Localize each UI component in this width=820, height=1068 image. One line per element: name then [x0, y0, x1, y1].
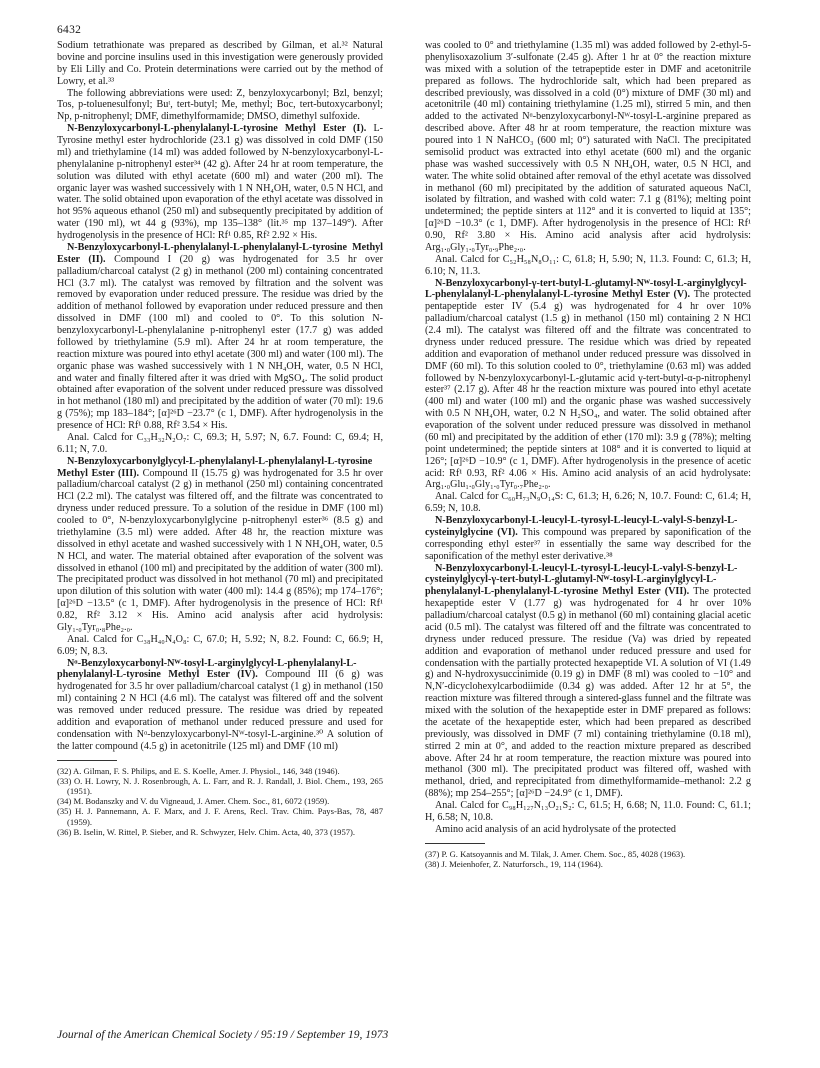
footnote: (34) M. Bodanszky and V. du Vigneaud, J. Amer. Chem. Soc., 81, 6072 (1959).: [57, 796, 330, 807]
paragraph: [425, 40, 751, 254]
footnote: (37) P. G. Katsoyannis and M. Tilak, J. Amer. Chem. Soc., 85, 4028 (1963).: [425, 848, 686, 859]
paragraph-text: Amino acid analysis of an acid hydrolysate of the protected: [435, 823, 676, 835]
paragraph-text: The protected pentapeptide ester IV (5.4 g) was hydrogenated for 4 hr over 10% palladium/charcoal catalyst (1.5 g) in methanol (150 ml) containing 2 N HCl (2.4 ml). The catalyst was filtered off and the filtrate was concentrated to dryness under reduced pressure. The residue which was dried by repeated addition and evaporation of methanol under reduced pressure was dissolved in DMF (60 ml). To this solution cooled to 0°, triethylamine (0.63 ml) was added followed by N-benzyloxycarbonyl-L-glutamic acid γ-tert-butyl-α-p-nitrophenyl ester³⁷ (2.17 g). After 48 hr the reaction mixture was poured into ethyl acetate (400 ml) and water (100 ml) and the organic phase was washed successively with 0.5 N NH₄OH, water, 0.2 N H₂SO₄, and water. The solid obtained after evaporation of the solvent under reduced pressure was dissolved in methanol (60 ml) and precipitated by the addition of ether (170 ml): 3.9 g (78%); melting point undetermined; the peptide sinters at 108° and it is converted to liquid at 126°; [α]²⁶D −10.9° (c 1, DMF). After hydrogenolysis in the presence of acetic acid: Rf¹ 0.93, Rf² 4.06 × His. Amino acid analysis of an acid hydrolysate: Arg₁.₀Glu₁.₀Gly₁.₀Tyr₀.₇Phe₂.₀.: [425, 289, 751, 491]
paragraph: [425, 278, 751, 492]
footnote: (38) J. Meienhofer, Z. Naturforsch., 19, 114 (1964).: [425, 858, 603, 869]
section-heading: N-Benzyloxycarbonyl-L-phenylalanyl-L-phenylalanyl-L-tyrosine Methyl Ester (II).: [57, 241, 383, 265]
paragraph: [57, 242, 383, 432]
footnote-divider: [425, 843, 485, 844]
paragraph-text: Compound III (6 g) was hydrogenated for 3.5 hr over palladium/charcoal catalyst (1 g) in methanol (150 ml) containing 2 N HCl (4.6 ml). The catalyst was filtered off and the solvent was removed under reduced pressure. The residue was dried by repeated addition and evaporation of methanol under reduced pressure and used for condensation with Nᵅ-benzyloxycarbonyl-Nᵂ-tosyl-L-arginine.³⁰ A solution of the latter compound (4.5 g) in acetonitrile (125 ml) and DMF (10 ml): [57, 669, 384, 752]
paragraph-text: Anal. Calcd for C₃₃H₃₂N₂O₇: C, 69.3; H, 5.97; N, 6.7. Found: C, 69.4; H, 6.11; N, 7.0.: [57, 431, 383, 455]
footnote: (32) A. Gilman, F. S. Philips, and E. S. Koelle, Amer. J. Physiol., 146, 348 (1946).: [57, 765, 340, 776]
right-column-body: [425, 40, 751, 836]
section-heading: Nᵅ-Benzyloxycarbonyl-Nᵂ-tosyl-L-arginylglycyl-L-phenylalanyl-L-phenylalanyl-L-tyrosine Methyl Ester (IV).: [57, 657, 357, 681]
paragraph-text: This compound was prepared by saponification of the corresponding ethyl ester³⁷ in essentially the same way described for the saponification of the methyl ester derivative.³⁸: [425, 526, 751, 562]
footnote-divider: [57, 760, 117, 761]
paragraph-text: Anal. Calcd for C₅₂H₅₈N₈O₁₁: C, 61.8; H, 5.90; N, 11.3. Found: C, 61.3; H, 6.10; N, 11.3.: [425, 253, 751, 277]
footnote: (35) H. J. Pannemann, A. F. Marx, and J. F. Arens, Recl. Trav. Chim. Pays-Bas, 78, 487 (1959).: [57, 806, 383, 827]
footnote: (36) B. Iselin, W. Rittel, P. Sieber, and R. Schwyzer, Helv. Chim. Acta, 40, 373 (1957).: [57, 826, 356, 837]
paragraph-text: Anal. Calcd for C₃₈H₄₀N₄O₈: C, 67.0; H, 5.92; N, 8.2. Found: C, 66.9; H, 6.09; N, 8.3.: [57, 633, 383, 657]
paragraph: [57, 658, 383, 753]
paragraph: [425, 515, 751, 563]
section-heading: N-Benzyloxycarbonyl-L-phenylalanyl-L-tyrosine Methyl Ester (I).: [67, 123, 367, 135]
paragraph-text: Anal. Calcd for C₉₈H₁₂₇N₁₃O₂₁S₂: C, 61.5; H, 6.68; N, 11.0. Found: C, 61.1; H, 6.58; N, 10.8.: [425, 800, 751, 823]
paragraph-text: The following abbreviations were used: Z, benzyloxycarbonyl; Bzl, benzyl; Tos, p-toluenesulfonyl; Buᵗ, tert-butyl; Me, methyl; Boc, tert-butoxycarbonyl; Np, p-nitrophenyl; DMF, dimethylformamide; DMSO, dimethyl sulfoxide.: [57, 87, 383, 123]
journal-footer: Journal of the American Chemical Society / 95:19 / September 19, 1973: [57, 1029, 389, 1041]
paragraph: [57, 432, 383, 456]
paragraph-text: Anal. Calcd for C₆₀H₇₃N₉O₁₄S: C, 61.3; H, 6.26; N, 10.7. Found: C, 61.4; H, 6.59; N, 10.8.: [425, 491, 751, 515]
paragraph-text: The protected hexapeptide ester V (1.77 g) was hydrogenated for 4 hr over 10% palladium/charcoal catalyst (0.5 g) in methanol (60 ml) containing glacial acetic acid (0.5 ml). The catalyst was filtered off and the filtrate was concentrated to dryness under reduced pressure. The residue (Va) was dried by repeated addition and evaporation of methanol under reduced pressure and used for condensation with the partially protected hexapeptide VI. A solution of VI (1.49 g) and N-hydroxysuccinimide (0.19 g) in DMF (8 ml) was cooled to −10° and N,N′-dicyclohexylcarbodiimide (0.34 g) was added. After 12 hr at 5°, the reaction mixture was filtered through a sintered-glass funnel and the filtrate was mixed with the solution of the hexapeptide ester in DMF prepared as follows: the acetate of the hexapeptide ester, which had been prepared as described previously, was dissolved in DMF (7 ml) containing triethylamine (0.18 ml), stirred 2 min at 0°, and added to the reaction mixture prepared as described above. After 24 hr at room temperature, the reaction mixture was poured into methanol (300 ml). The precipitated product was filtered off, washed with methanol, dried, and reprecipitated from dimethylformamide–methanol: 2.2 g (88%); mp 254–255°; [α]²⁶D −24.9° (c 1, DMF).: [425, 586, 751, 800]
paragraph-text: L-Tyrosine methyl ester hydrochloride (23.1 g) was dissolved in cold DMF (150 ml) and triethylamine (14 ml) was added followed by N-benzyloxycarbonyl-L-phenylalanine p-nitrophenyl ester³⁴ (42 g). After 24 hr at room temperature, the solution was diluted with ethyl acetate (600 ml) and water (200 ml). The organic layer was washed successively with 1 N NH₄OH, water, 0.5 N HCl, and water. The solid obtained upon evaporation of the ethyl acetate was dissolved in hot 95% aqueous ethanol (250 ml) and subsequently precipitated by addition of water (190 ml), wt 44 g (93%), mp 135–138° (lit.³⁵ mp 137–149°). After hydrogenolysis in the presence of HCl: Rf¹ 0.85, Rf² 2.92 × His.: [57, 123, 383, 241]
paragraph-text: was cooled to 0° and triethylamine (1.35 ml) was added followed by 2-ethyl-5-phenylisoxazolium 3′-sulfonate (2.45 g). After 1 hr at 0° the reaction mixture was mixed with a solution of the tetrapeptide ester in DMF and acetonitrile prepared as follows. The hydrochloride salt, which had been prepared as described previously, was dissolved in a cold (0°) mixture of DMF (30 ml) and acetonitrile (40 ml) containing triethylamine (1.25 ml), stirred 5 min, and then added to the activated Nᵅ-benzyloxycarbonyl-Nᵂ-tosyl-L-arginine prepared as described above. After 48 hr at room temperature, the reaction mixture was poured into 1 N NaHCO₃ (600 ml; 0°) saturated with NaCl. The precipitated semisolid product was extracted into ethyl acetate (600 ml) and the organic phase was washed successively with 0.5 N NH₄OH, water, 0.5 N HCl, and water. The white solid obtained after removal of the ethyl acetate was dissolved in methanol (60 ml) precipitated by the addition of saturated aqueous NaCl, isolated by filtration, and washed with cold water: 7.1 g (81%); melting point undetermined; the peptide sinters at 112° and it is converted to liquid at 135°; [α]²⁶D −10.3° (c 1, DMF). After hydrogenolysis in the presence of HCl: Rf¹ 0.90, Rf² 3.80 × His. Amino acid analysis after acid hydrolysis: Arg₁.₀Gly₁.₀Tyr₀.₉Phe₂.₀.: [425, 40, 751, 253]
paragraph: [425, 824, 751, 836]
left-column: [57, 40, 383, 837]
section-heading: N-Benzyloxycarbonylglycyl-L-phenylalanyl-L-phenylalanyl-L-tyrosine Methyl Ester (III).: [57, 455, 373, 479]
paragraph: [57, 634, 383, 658]
section-heading: N-Benzyloxycarbonyl-L-leucyl-L-tyrosyl-L-leucyl-L-valyl-S-benzyl-L-cysteinylglycyl-γ-tert-butyl-L-glutamyl-Nᵂ-tosyl-L-arginylglycyl-L-phenylalanyl-L-phenylalanyl-L-tyrosine Methyl Ester (VII).: [425, 562, 738, 598]
paragraph: [425, 800, 751, 824]
paragraph: [425, 563, 751, 801]
paragraph: [57, 88, 383, 124]
paragraph: [57, 40, 383, 88]
paragraph: [425, 491, 751, 515]
paragraph: [57, 123, 383, 242]
paragraph-text: Compound I (20 g) was hydrogenated for 3.5 hr over palladium/charcoal catalyst (2 g) in methanol (200 ml) containing concentrated HCl (3.7 ml). The catalyst was removed by filtration and the solvent was removed by evaporation under reduced pressure. The residue was dried by the addition of methanol followed by evaporation under reduced pressure and then dissolved in DMF (100 ml) and cooled to 0°. To this solution N-benzyloxycarbonyl-L-phenylalanine p-nitrophenyl ester (17.7 g) was added followed by triethylamine (5.9 ml). After 24 hr at room temperature, the reaction mixture was poured into ethyl acetate (300 ml) and water (100 ml). The organic phase was washed successively with 1 N NH₄OH, water, 0.5 N HCl, and water and finally filtered after it was dried with MgSO₄. The solid product obtained after evaporation of the solvent under reduced pressure was dissolved in hot methanol (180 ml) and precipitated by the addition of water (70 ml): 19.6 g (75%); mp 183–184°; [α]²⁶D −23.7° (c 1, DMF). After hydrogenolysis in the presence of HCl: Rf¹ 0.88, Rf² 3.54 × His.: [57, 253, 384, 431]
left-footnotes: [57, 766, 383, 837]
footnote: (33) O. H. Lowry, N. J. Rosenbrough, A. L. Farr, and R. J. Randall, J. Biol. Chem., 193, 265 (1951).: [57, 775, 383, 796]
paragraph: [57, 456, 383, 634]
right-footnotes: [425, 849, 751, 869]
section-heading: N-Benzyloxycarbonyl-L-leucyl-L-tyrosyl-L-leucyl-L-valyl-S-benzyl-L-cysteinylglycine (VI).: [425, 515, 738, 538]
section-heading: N-Benzyloxycarbonyl-γ-tert-butyl-L-glutamyl-Nᵂ-tosyl-L-arginylglycyl-L-phenylalanyl-L-phenylalanyl-L-tyrosine Methyl Ester (V).: [425, 277, 747, 301]
paragraph-text: Compound II (15.75 g) was hydrogenated for 3.5 hr over palladium/charcoal catalyst (2 g) in methanol (250 ml) containing concentrated HCl (2.2 ml). The catalyst was filtered off, and the filtrate was concentrated to dryness under reduced pressure. To a solution of the residue in DMF (100 ml) cooled to 0°, N-benzyloxycarbonylglycine p-nitrophenyl ester³⁶ (8.5 g) and triethylamine (3.5 ml) were added. After 48 hr, the reaction mixture was dissolved in ethyl acetate and washed successively with 1 N NH₄OH, water, 0.5 N HCl, and water. The material obtained after evaporation of the solvent was dissolved in ethanol (100 ml) and precipitated by the addition of water (300 ml). The precipitated product was dissolved in hot methanol (70 ml) and precipitated upon dilution of this solution with water (400 ml): 14.4 g (85%); mp 174–176°; [α]²⁶D −13.5° (c 1, DMF). After hydrogenolysis in the presence of HCl: Rf¹ 0.82, Rf² 3.12 × His. Amino acid analysis after acid hydrolysis: Gly₁.₀Tyr₀.₈Phe₂.₀.: [57, 467, 384, 633]
paragraph: [425, 254, 751, 278]
paragraph-text: Sodium tetrathionate was prepared as described by Gilman, et al.³² Natural bovine and porcine insulins used in this investigation were generously provided by Eli Lilly and Co. Protein determinations were carried out by the method of Lowry, et al.³³: [57, 40, 383, 87]
page-number: 6432: [57, 24, 82, 36]
right-column: [425, 40, 751, 869]
left-column-body: [57, 40, 383, 753]
